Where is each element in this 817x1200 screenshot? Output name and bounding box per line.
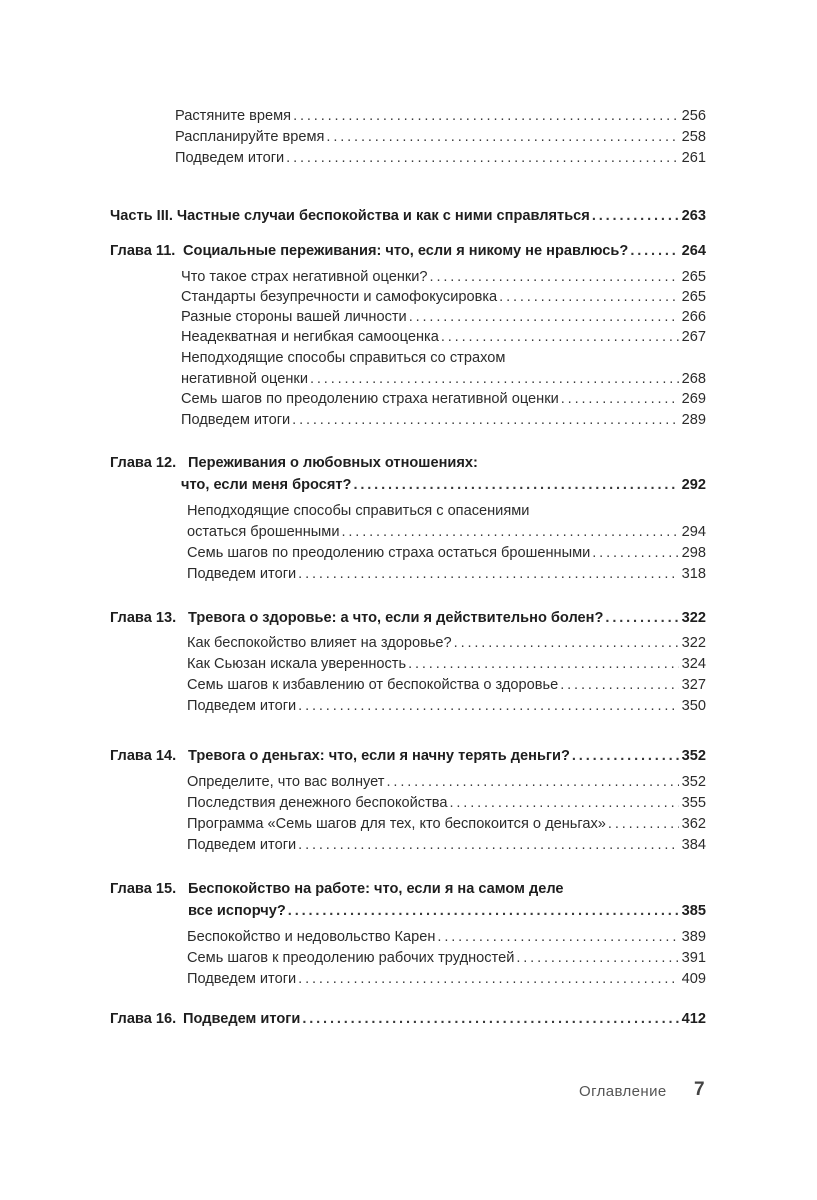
chapter-prefix: Глава 16. [110, 1011, 177, 1027]
toc-entry [181, 267, 706, 288]
leader-dots [441, 327, 679, 348]
leader-dots [292, 410, 678, 431]
toc-entry-title: Семь шагов по преодолению страха остаться брошенными [187, 545, 591, 561]
leader-dots [298, 696, 678, 717]
toc-entry-title: Как Сьюзан искала уверенность [187, 656, 407, 672]
toc-entry-page: 256 [681, 108, 706, 124]
toc-entry-title: Неадекватная и негибкая самооценка [181, 329, 439, 345]
leader-dots [561, 389, 679, 410]
toc-entry [187, 633, 706, 654]
toc-chapter-heading [183, 241, 706, 262]
chapter-page: 322 [681, 610, 706, 626]
chapter-page: 412 [681, 1011, 706, 1027]
toc-entry-title: Подведем итоги [187, 698, 297, 714]
toc-entry [187, 969, 706, 990]
leader-dots [430, 267, 679, 288]
toc-entry-title: Как беспокойство влияет на здоровье? [187, 635, 452, 651]
part-title: Часть III. Частные случаи беспокойства и как с ними справляться [110, 208, 590, 224]
leader-dots [516, 948, 678, 969]
toc-entry [175, 148, 706, 169]
toc-entry-page: 266 [681, 309, 706, 325]
leader-dots [408, 654, 679, 675]
toc-entry [181, 287, 706, 308]
leader-dots [298, 835, 678, 856]
chapter-title: Тревога о деньгах: что, если я начну терять деньги? [188, 748, 570, 764]
leader-dots [499, 287, 678, 308]
toc-entry-page: 352 [681, 774, 706, 790]
chapter-page: 352 [681, 748, 706, 764]
toc-entry [181, 327, 706, 348]
page-number: 7 [694, 1079, 705, 1100]
toc-entry-title: Растяните время [175, 108, 292, 124]
toc-entry-page: 350 [681, 698, 706, 714]
toc-entry-title: Стандарты безупречности и самофокусировка [181, 289, 498, 305]
chapter-title-line1: Беспокойство на работе: что, если я на самом деле [188, 881, 564, 897]
toc-entry [187, 948, 706, 969]
chapter-title: Социальные переживания: что, если я никому не нравлюсь? [183, 243, 629, 259]
toc-entry-page: 289 [681, 412, 706, 428]
leader-dots [298, 969, 678, 990]
chapter-prefix: Глава 13. [110, 610, 177, 626]
chapter-page: 385 [681, 903, 706, 919]
toc-entry-page: 327 [681, 677, 706, 693]
toc-entry-page: 269 [681, 391, 706, 407]
leader-dots [326, 127, 678, 148]
toc-chapter-heading [183, 1009, 706, 1030]
toc-entry-page: 258 [681, 129, 706, 145]
toc-entry [187, 814, 706, 835]
toc-entry-title-line1: Неподходящие способы справиться с опасениями [187, 503, 530, 519]
chapter-prefix: Глава 14. [110, 748, 177, 764]
leader-dots [341, 522, 678, 543]
leader-dots [437, 927, 678, 948]
toc-part-heading [110, 206, 706, 227]
toc-entry [187, 696, 706, 717]
toc-entry-page: 318 [681, 566, 706, 582]
leader-dots [288, 901, 679, 922]
leader-dots [449, 793, 678, 814]
toc-entry-title: Что такое страх негативной оценки? [181, 269, 428, 285]
leader-dots [592, 206, 679, 227]
toc-chapter-heading [181, 475, 706, 496]
toc-entry [175, 106, 706, 127]
toc-entry-title: Подведем итоги [175, 150, 285, 166]
toc-entry-page: 355 [681, 795, 706, 811]
toc-entry-page: 268 [681, 371, 706, 387]
chapter-title: что, если меня бросят? [181, 477, 352, 493]
leader-dots [605, 608, 678, 629]
leader-dots [298, 564, 678, 585]
toc-entry-page: 409 [681, 971, 706, 987]
leader-dots [572, 746, 679, 767]
leader-dots [302, 1009, 678, 1030]
chapter-prefix: Глава 12. [110, 455, 177, 471]
toc-entry-page: 265 [681, 269, 706, 285]
toc-entry-page: 261 [681, 150, 706, 166]
toc-entry-title: Подведем итоги [187, 837, 297, 853]
toc-entry-title: Программа «Семь шагов для тех, кто беспокоится о деньгах» [187, 816, 606, 832]
toc-entry-title: Подведем итоги [187, 566, 297, 582]
leader-dots [608, 814, 679, 835]
chapter-title: Тревога о здоровье: а что, если я действительно болен? [188, 610, 604, 626]
toc-entry [175, 127, 706, 148]
leader-dots [293, 106, 679, 127]
toc-entry-title: Подведем итоги [187, 971, 297, 987]
toc-entry-page: 265 [681, 289, 706, 305]
toc-entry-title: Определите, что вас волнует [187, 774, 385, 790]
toc-entry [187, 543, 706, 564]
chapter-page: 292 [681, 477, 706, 493]
toc-entry-title: Последствия денежного беспокойства [187, 795, 448, 811]
chapter-prefix: Глава 15. [110, 881, 177, 897]
toc-entry [187, 772, 706, 793]
toc-entry-page: 324 [681, 656, 706, 672]
part-page: 263 [681, 208, 706, 224]
toc-entry-page: 267 [681, 329, 706, 345]
chapter-title-line1: Переживания о любовных отношениях: [188, 455, 478, 471]
toc-chapter-heading [188, 746, 706, 767]
toc-entry-title: Подведем итоги [181, 412, 291, 428]
leader-dots [286, 148, 678, 169]
toc-entry [181, 369, 706, 390]
chapter-title: все испорчу? [188, 903, 286, 919]
toc-chapter-heading [188, 608, 706, 629]
toc-chapter-heading [188, 901, 706, 922]
leader-dots [409, 307, 679, 328]
toc-entry [187, 522, 706, 543]
toc-entry-title: Семь шагов к преодолению рабочих трудностей [187, 950, 515, 966]
leader-dots [592, 543, 678, 564]
toc-entry [187, 654, 706, 675]
leader-dots [387, 772, 679, 793]
chapter-title: Подведем итоги [183, 1011, 301, 1027]
toc-entry-page: 322 [681, 635, 706, 651]
toc-entry-page: 298 [681, 545, 706, 561]
toc-entry [181, 389, 706, 410]
leader-dots [630, 241, 678, 262]
toc-entry-title: Семь шагов по преодолению страха негативной оценки [181, 391, 559, 407]
toc-entry [181, 410, 706, 431]
leader-dots [560, 675, 678, 696]
toc-entry-page: 389 [681, 929, 706, 945]
toc-entry-title: Разные стороны вашей личности [181, 309, 407, 325]
leader-dots [310, 369, 679, 390]
running-footer-title: Оглавление [579, 1083, 667, 1100]
toc-entry-title-line1: Неподходящие способы справиться со страхом [181, 350, 506, 366]
toc-entry [187, 564, 706, 585]
toc-entry [187, 675, 706, 696]
toc-entry-title: негативной оценки [181, 371, 308, 387]
toc-entry [181, 307, 706, 328]
chapter-page: 264 [681, 243, 706, 259]
toc-entry-title: Семь шагов к избавлению от беспокойства о здоровье [187, 677, 559, 693]
toc-entry [187, 793, 706, 814]
toc-entry-title: остаться брошенными [187, 524, 340, 540]
toc-entry-page: 384 [681, 837, 706, 853]
toc-entry-title: Беспокойство и недовольство Карен [187, 929, 436, 945]
toc-entry-title: Распланируйте время [175, 129, 325, 145]
toc-entry [187, 927, 706, 948]
toc-entry-page: 391 [681, 950, 706, 966]
toc-entry [187, 835, 706, 856]
chapter-prefix: Глава 11. [110, 243, 176, 259]
leader-dots [353, 475, 678, 496]
toc-entry-page: 294 [681, 524, 706, 540]
leader-dots [454, 633, 679, 654]
toc-entry-page: 362 [681, 816, 706, 832]
